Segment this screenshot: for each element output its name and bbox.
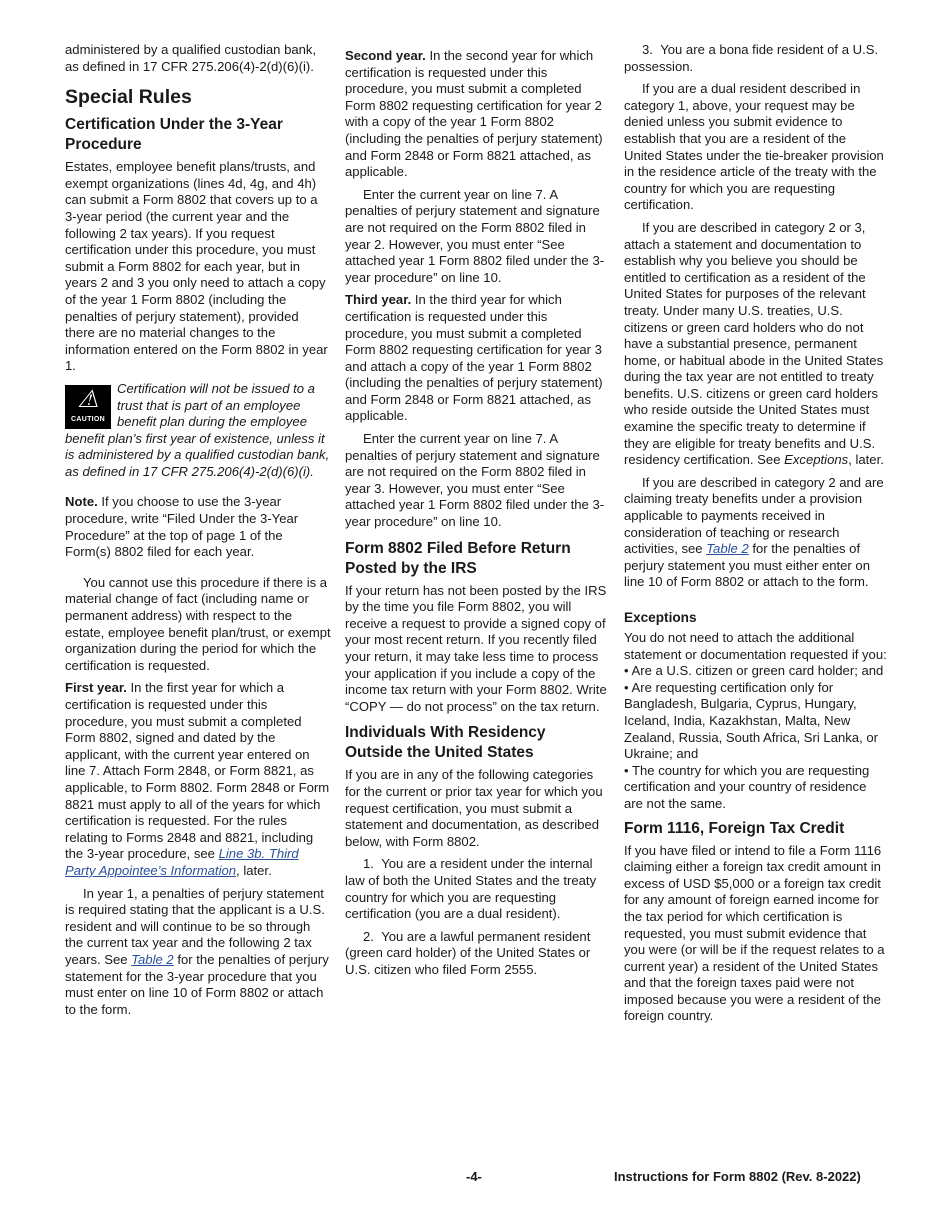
caution-text: Certification will not be issued to a trust that is part of an employee benefit plan during the employee benefit plan’s first year of existence, unless it is administered by a qualified custodian bank, as defined in 17 CFR 275.206(4)-2(d)(6)(i). bbox=[65, 380, 330, 479]
first-year-tail: , later. bbox=[236, 862, 272, 878]
paragraph-cannot-use: You cannot use this procedure if there is a material change of fact (including name or permanent address) with respect to the estate, employee benefit plan/trust, or exempt organization during the period for which the certification is requested. bbox=[65, 574, 331, 673]
exception-bullet-3: • The country for which you are requesting certification and your country of residence are not the same. bbox=[624, 763, 887, 813]
category-2: 2. You are a lawful permanent resident (green card holder) of the United States or U.S. citizen who filed Form 2555. bbox=[345, 928, 591, 977]
second-year-text: In the second year for which certification is requested under this procedure, you must submit a completed Form 8802 requesting certification for year 2 with a copy of the year 1 Form 8802 (including the penalties of perjury statement) and Form 2848 or Form 8821 attached, as applicable. bbox=[345, 48, 603, 180]
paragraph-exceptions: You do not need to attach the additional statement or documentation requested if you: bbox=[624, 630, 887, 662]
exception-bullet-2: • Are requesting certification only for Bangladesh, Bulgaria, Cyprus, Hungary, Iceland, India, Kazakhstan, Malta, New Zealand, Russia, South Africa, Sri Lanka, or Ukraine; and bbox=[624, 680, 887, 763]
caution-label: CAUTION bbox=[71, 415, 105, 423]
enter-year3-paragraph: Enter the current year on line 7. A penalties of perjury statement and signature are not required on the Form 8802 filed in year 3. However, you must enter “See attached year 1 Form 8802 filed under the 3-year procedure” on line 10. bbox=[345, 431, 605, 530]
footer-title: Instructions for Form 8802 (Rev. 8-2022) bbox=[614, 1169, 861, 1184]
third-year-label: Third year. bbox=[345, 292, 412, 308]
column-middle bbox=[345, 48, 607, 985]
heading-filed-before-return: Form 8802 Filed Before Return Posted by the IRS bbox=[345, 539, 571, 577]
note-paragraph bbox=[65, 494, 331, 560]
paragraph-form-1116: If you have filed or intend to file a Form 1116 claiming either a foreign tax credit amount in excess of USD $5,000 or a foreign tax credit for any amount of foreign earned income for the tax period for which certification is requested, you must submit evidence that you were (or will be if the request relates to a current year) a resident of the United States and that the foreign taxes paid were not imposed because you were a resident of the foreign country. bbox=[624, 842, 885, 1024]
second-year-label: Second year. bbox=[345, 48, 426, 63]
caution-icon bbox=[65, 385, 111, 429]
table-2-link[interactable]: Table 2 bbox=[131, 951, 174, 967]
year1-paragraph bbox=[65, 886, 331, 1019]
category-2-3-text: If you are described in category 2 or 3, attach a statement and documentation to establish why you believe you should be entitled to certification as a resident of the United States for purposes of the relevant treaty. Under many U.S. treaties, U.S. citizens or green card holders who do not have a substantial presence, permanent home, or habitual abode in the United States during the tax year are not entitled to treaty benefits. U.S. citizens or green card holders who reside outside the United States must examine the specific treaty to determine if they are eligible for treaty benefits and U.S. residency certification. See bbox=[624, 219, 884, 468]
warning-triangle-icon: ⚠ bbox=[77, 385, 99, 413]
heading-certification-3-year: Certification Under the 3-Year Procedure bbox=[65, 116, 283, 154]
note-label: Note. bbox=[65, 494, 98, 510]
paragraph-filed-before: If your return has not been posted by the IRS by the time you file Form 8802, you will receive a request to provide a signed copy of your most recent return. If you recently filed your return, it may take less time to process your application if you include a copy of the income tax return with your Form 8802. Write “COPY — do not process” on the tax return. bbox=[345, 582, 607, 714]
year1-text-end: for the penalties of perjury statement for the 3-year procedure that you must enter on line 10 of Form 8802 or attach to the form. bbox=[65, 951, 329, 1017]
column-left bbox=[65, 42, 331, 1024]
heading-special-rules: Special Rules bbox=[65, 86, 192, 109]
category-2-teaching-tail: for the penalties of perjury statement you must either enter on line 10 of Form 8802 or attach to the form. bbox=[624, 541, 870, 590]
paragraph-category-2-teaching bbox=[624, 475, 887, 591]
paragraph-category-2-3 bbox=[624, 220, 887, 469]
first-year-paragraph bbox=[65, 680, 331, 879]
category-2-3-tail: , later. bbox=[848, 452, 884, 468]
second-year-paragraph bbox=[345, 48, 607, 181]
third-year-paragraph bbox=[345, 292, 607, 425]
year1-text: In year 1, a penalties of perjury statement is required stating that the applicant is a U.S. resident and will continue to be so through the current tax year and the following 2 tax years. See bbox=[65, 885, 325, 967]
page-number: -4- bbox=[466, 1169, 482, 1184]
first-year-label: First year. bbox=[65, 680, 127, 696]
note-text: If you choose to use the 3-year procedure, write “Filed Under the 3-Year Procedure” at the top of page 1 of the Form(s) 8802 filed for each year. bbox=[65, 494, 299, 560]
heading-individuals-residency: Individuals With Residency Outside the United States bbox=[345, 724, 546, 762]
paragraph-dual-resident: If you are a dual resident described in category 1, above, your request may be denied unless you submit evidence to establish that you are a resident of the United States under the tie-breaker provision in the residence article of the treaty with the country for which you are requesting certification. bbox=[624, 81, 884, 213]
third-year-text: In the third year for which certification is requested under this procedure, you must submit a completed Form 8802 requesting certification for year 3 and attach a copy of the year 1 Form 8802 (including the penalties of perjury statement) and Form 2848 or Form 8821 attached, as applicable. bbox=[345, 292, 603, 424]
heading-form-1116: Form 1116, Foreign Tax Credit bbox=[624, 819, 845, 837]
line-3b-link[interactable]: Line 3b. Third Party Appointee’s Information bbox=[65, 846, 299, 878]
enter-year2-paragraph: Enter the current year on line 7. A penalties of perjury statement and signature are not required on the Form 8802 filed in year 2. However, you must enter “See attached year 1 Form 8802 filed under the 3-year procedure” on line 10. bbox=[345, 186, 605, 285]
category-3: 3. You are a bona fide resident of a U.S. possession. bbox=[624, 42, 879, 74]
first-year-text: In the first year for which a certification is requested under this procedure, you must submit a completed Form 8802, signed and dated by the applicant, with the current year entered on line 7. Attach Form 2848, or Form 8821, as applicable, to Form 8802. Form 2848 or Form 8821 must apply to all of the years for which certification is requested. For the rules relating to Forms 2848 and 8821, including the 3-year procedure, see bbox=[65, 680, 330, 862]
paragraph-individuals: If you are in any of the following categories for the current or prior tax year for which you request certification, you must submit a statement and documentation, as described below, with Form 8802. bbox=[345, 767, 603, 849]
intro-paragraph: administered by a qualified custodian bank, as defined in 17 CFR 275.206(4)-2(d)(6)(i). bbox=[65, 42, 317, 74]
column-right bbox=[624, 42, 887, 1031]
paragraph-estates: Estates, employee benefit plans/trusts, and exempt organizations (lines 4d, 4g, and 4h) can submit a Form 8802 that covers up to a 3-year period (the current year and the following 2 tax years). If you request certification under this procedure, you must submit a Form 8802 for each year, but in years 2 and 3 you only need to attach a copy of the year 1 Form 8802 (including the penalties of perjury statement), provided there are no material changes to the information entered on the Form 8802 in year 1. bbox=[65, 159, 328, 374]
table-2-link-right[interactable]: Table 2 bbox=[706, 541, 749, 557]
category-1: 1. You are a resident under the internal law of both the United States and the treaty country for which you are requesting certification (you are a dual resident). bbox=[345, 856, 597, 922]
exception-bullet-1: • Are a U.S. citizen or green card holder; and bbox=[624, 663, 887, 680]
category-2-teaching-text: If you are described in category 2 and are claiming treaty benefits under a provision applicable to payments received in consideration of teaching or research activities, see bbox=[624, 474, 884, 557]
heading-exceptions: Exceptions bbox=[624, 610, 697, 625]
caution-box bbox=[65, 381, 331, 481]
exceptions-reference: Exceptions bbox=[784, 452, 849, 468]
